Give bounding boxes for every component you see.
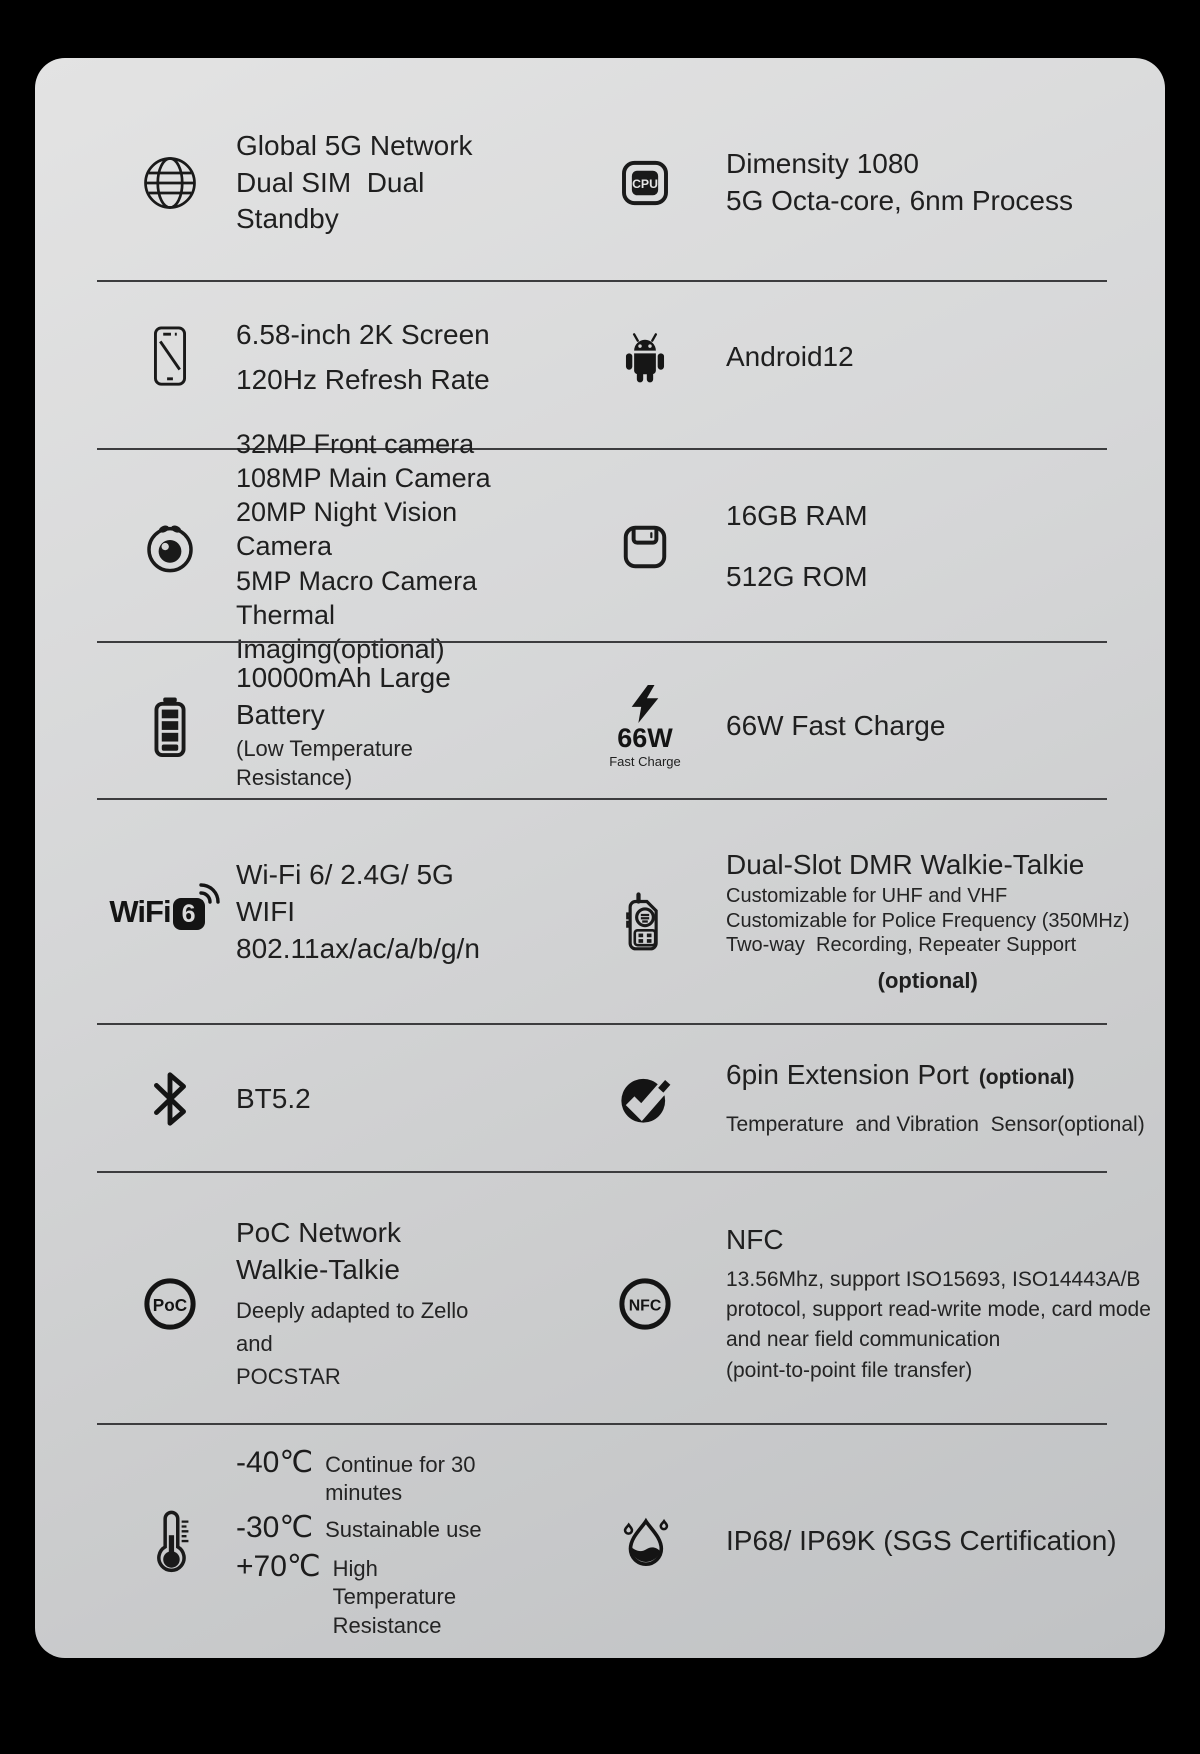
camera-line3: 20MP Night Vision Camera (236, 497, 465, 562)
network-line1: Global 5G Network (236, 129, 473, 161)
wifi-waves-icon (197, 876, 227, 906)
memory-rom: 512G ROM (726, 560, 868, 592)
temp-desc-1: Continue for 30 minutes (325, 1451, 476, 1506)
battery-icon (115, 696, 225, 758)
temp-desc-2: Sustainable use (325, 1516, 482, 1542)
network-line2: Dual SIM Dual Standby (236, 166, 433, 235)
waterdrop-icon (585, 1512, 705, 1572)
lightning-icon (629, 685, 661, 723)
thermometer-icon (115, 1510, 225, 1574)
row-poc-nfc (35, 1173, 1165, 1425)
row-wifi-dmr (35, 800, 1165, 1025)
row-network-processor (35, 58, 1165, 282)
fast-charge-badge-icon (585, 685, 705, 768)
temp-desc-3: High Temperature Resistance (332, 1555, 457, 1638)
fast-charge-text: 66W Fast Charge (726, 710, 946, 742)
dmr-detail3: Two-way Recording, Repeater Support (726, 934, 1077, 957)
os-line1: Android12 (726, 340, 854, 372)
row-screen-os (35, 282, 1165, 450)
screen-line2: 120Hz Refresh Rate (236, 364, 490, 395)
processor-line1: Dimensity 1080 (726, 148, 919, 180)
nfc-detail3: and near field communication (726, 1328, 1001, 1352)
nfc-title: NFC (726, 1223, 784, 1255)
camera-line1: 32MP Front camera (236, 428, 475, 459)
nfc-badge-label: NFC (628, 1297, 662, 1315)
globe-icon (115, 154, 225, 212)
camera-line2: 108MP Main Camera (236, 462, 491, 493)
poc-detail1: Deeply adapted to Zello and (236, 1298, 469, 1357)
row-battery-charge (35, 643, 1165, 800)
nfc-detail1: 13.56Mhz, support ISO15693, ISO14443A/B (726, 1267, 1141, 1291)
cpu-icon (585, 155, 705, 211)
temp-value-3: +70℃ (236, 1549, 321, 1583)
android-icon (585, 327, 705, 387)
row-bluetooth-extension (35, 1025, 1165, 1173)
nfc-detail2: protocol, support read-write mode, card mode (726, 1298, 1151, 1322)
spec-card (35, 58, 1165, 1658)
poc-badge-icon (115, 1275, 225, 1333)
poc-detail2: POCSTAR (236, 1364, 341, 1390)
phone-screen-icon (115, 325, 225, 389)
wifi-logo-word: WiFi (109, 894, 171, 930)
waterproof-text: IP68/ IP69K (SGS Certification) (726, 1525, 1117, 1557)
camera-line4: 5MP Macro Camera (236, 565, 478, 596)
dmr-title: Dual-Slot DMR Walkie-Talkie (726, 848, 1085, 880)
wifi6-logo-icon (109, 894, 225, 930)
nfc-detail4: (point-to-point file transfer) (726, 1358, 973, 1382)
processor-line2: 5G Octa-core, 6nm Process (726, 185, 1074, 216)
fast-charge-badge-value: 66W (617, 723, 673, 753)
temp-value-2: -30℃ (236, 1510, 314, 1544)
dmr-optional: (optional) (877, 968, 978, 994)
poc-title: PoC Network Walkie-Talkie (236, 1216, 409, 1285)
battery-title: 10000mAh Large Battery (236, 661, 459, 730)
wifi-line2: 802.11ax/ac/a/b/g/n (236, 932, 480, 964)
row-camera-memory (35, 428, 1165, 665)
nfc-badge-icon (585, 1275, 705, 1333)
wifi-line1: Wi-Fi 6/ 2.4G/ 5G WIFI (236, 859, 462, 928)
bluetooth-text: BT5.2 (236, 1082, 311, 1114)
dmr-detail1: Customizable for UHF and VHF (726, 884, 1008, 907)
dmr-detail2: Customizable for Police Frequency (350MHz) (726, 909, 1130, 932)
extension-title: 6pin Extension Port (726, 1059, 969, 1091)
camera-lens-icon (115, 518, 225, 576)
extension-subtitle: Temperature and Vibration Sensor(optional) (726, 1113, 1145, 1137)
battery-subtitle: (Low Temperature Resistance) (236, 735, 420, 791)
storage-card-icon (585, 519, 705, 575)
screen-line1: 6.58-inch 2K Screen (236, 318, 490, 350)
camera-line5: Thermal Imaging(optional) (236, 599, 445, 665)
extension-optional: (optional) (978, 1066, 1075, 1090)
temp-value-1: -40℃ (236, 1445, 314, 1479)
fast-charge-badge-label: Fast Charge (609, 754, 681, 769)
memory-ram: 16GB RAM (726, 499, 868, 531)
check-circle-icon (585, 1071, 705, 1127)
poc-badge-label: PoC (152, 1294, 188, 1315)
wifi-logo-number: 6 (173, 898, 205, 930)
walkie-talkie-icon (585, 890, 705, 952)
row-temperature-waterproof (35, 1425, 1165, 1658)
cpu-icon-label: CPU (632, 176, 658, 191)
bluetooth-icon (115, 1068, 225, 1130)
